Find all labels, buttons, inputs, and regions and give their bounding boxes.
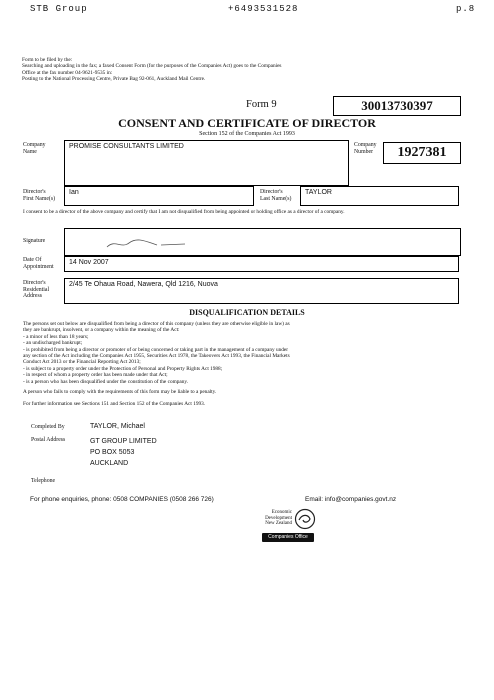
intro-line: Posting to the National Processing Centre, Private Bag 92-061, Auckland Mail Centre.: [22, 76, 206, 83]
disq-line: The persons set out below are disqualified from being a director of this company (unless they are otherwise eligible in law) as: [23, 321, 290, 327]
postal-address-value: [90, 436, 157, 469]
date-of-appointment-field[interactable]: 14 Nov 2007: [64, 256, 459, 272]
first-name-label: Director's First Name(s): [23, 189, 56, 202]
completed-by-label: Completed By: [31, 424, 65, 430]
companies-office-badge: Companies Office: [262, 533, 314, 542]
last-name-field[interactable]: TAYLOR: [300, 186, 459, 206]
intro-line: Searching and uploading in the fax; a faxed Consent Form (for the purposes of the Companies Act) goes to the Companies: [22, 63, 282, 70]
intro-line: Office at the fax number 04-9621-9535 in:: [22, 69, 113, 76]
completed-by-value: TAYLOR, Michael: [90, 423, 145, 430]
page-title: CONSENT AND CERTIFICATE OF DIRECTOR: [118, 116, 376, 130]
postal-line: GT GROUP LIMITED: [90, 438, 157, 445]
fern-emblem-icon: [294, 508, 316, 530]
companies-office-logo: [256, 508, 316, 558]
date-label: Date Of Appointment: [23, 257, 54, 270]
postal-address-label: Postal Address: [31, 437, 66, 443]
intro-instructions: [22, 57, 467, 83]
disq-line: - is a person who has been disqualified under the constitution of the company.: [23, 378, 188, 385]
disq-line: they are bankrupt, insolvent, or a company within the meaning of the Act:: [23, 327, 180, 334]
first-name-field[interactable]: Ian: [64, 186, 254, 206]
intro-line: Form to be filed by the:: [22, 57, 73, 63]
disq-sections-note: For further information see Sections 151 and Section 152 of the Companies Act 1993.: [23, 401, 206, 407]
disq-line: - is subject to a property order under the Protection of Personal and Property Rights Act 1988;: [23, 365, 223, 372]
disqualification-heading: DISQUALIFICATION DETAILS: [189, 308, 305, 317]
disq-line: - an undischarged bankrupt;: [23, 340, 83, 347]
signature-field[interactable]: [64, 228, 461, 256]
form-number: Form 9: [246, 99, 277, 110]
company-name-field[interactable]: PROMISE CONSULTANTS LIMITED: [64, 140, 349, 186]
disq-line: Conduct Act 2013 or the Financial Reporting Act 2013;: [23, 359, 141, 366]
address-label: Director's Residential Address: [23, 280, 50, 300]
company-name-label: Company Name: [23, 142, 46, 155]
disq-line: any section of the Act including the Companies Act 1955, Securities Act 1978, the Takeovers Act 1993, the Financial Markets: [23, 353, 290, 360]
residential-address-field[interactable]: 2/45 Te Ohaua Road, Nawera, Qld 1216, Nuova: [64, 278, 459, 304]
company-number-field[interactable]: 1927381: [383, 142, 461, 164]
postal-line: PO BOX 5053: [90, 449, 135, 456]
last-name-label: Director's Last Name(s): [260, 189, 292, 202]
document-number: 30013730397: [333, 96, 461, 116]
company-number-label: Company Number: [354, 142, 377, 155]
signature-scribble: [105, 233, 205, 253]
postal-line: AUCKLAND: [90, 460, 129, 467]
logo-line: Development: [265, 515, 292, 521]
fax-sender: STB Group: [30, 4, 88, 14]
logo-line: New Zealand: [265, 521, 292, 526]
act-reference: Section 152 of the Companies Act 1993: [199, 131, 295, 137]
disq-line: - a minor of less than 18 years;: [23, 333, 89, 340]
footer-phone: For phone enquiries, phone: 0508 COMPANIES (0508 266 726): [30, 496, 214, 503]
disq-line: - is prohibited from being a director or promoter of or being concerned or taking part in the management of a company under: [23, 346, 289, 353]
disqualification-list: [23, 321, 463, 385]
telephone-label: Telephone: [31, 478, 56, 484]
consent-statement: I consent to be a director of the above company and certify that I am not disqualified from being appointed or holding office as a director of a company.: [23, 209, 345, 215]
disq-line: - in respect of whom a property order has been made under that Act;: [23, 372, 168, 379]
signature-label: Signature: [23, 238, 46, 244]
logo-line: Economic: [271, 510, 292, 515]
footer-email: Email: info@companies.govt.nz: [305, 496, 397, 503]
fax-page: p.8: [456, 4, 476, 14]
disq-penalty-note: A person who fails to comply with the requirements of this form may be liable to a penalty.: [23, 389, 217, 395]
fax-phone: +6493531528: [228, 4, 299, 14]
